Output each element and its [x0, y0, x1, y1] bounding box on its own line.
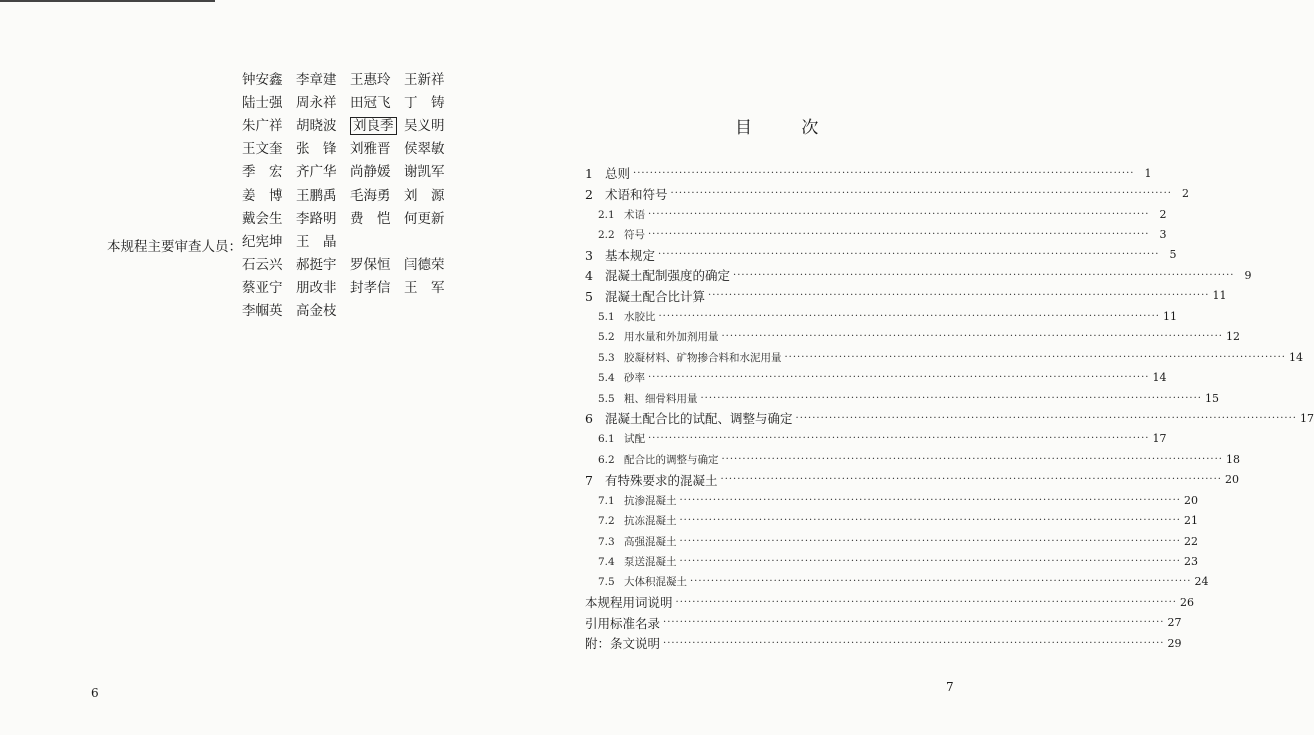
table-of-contents — [585, 163, 1314, 654]
person-name-text: 戴会生 — [242, 210, 283, 227]
toc-entry[interactable] — [585, 204, 1167, 224]
person-name-text: 陆士强 — [242, 94, 283, 111]
toc-entry-text: 基本规定 — [605, 247, 656, 263]
toc-entry[interactable] — [585, 265, 1252, 285]
toc-leader-dots: ························································································································ — [721, 331, 1223, 343]
person-name — [404, 137, 458, 157]
person-name — [350, 184, 404, 204]
person-name-text: 季 宏 — [242, 164, 283, 181]
toc-leader-dots: ························································································································ — [795, 412, 1297, 424]
toc-entry-number: 7.1 — [598, 494, 615, 507]
toc-entry-page: 11 — [1162, 309, 1177, 323]
toc-entry-title — [585, 593, 673, 611]
person-name — [404, 91, 458, 111]
toc-entry-number: 7.3 — [598, 535, 615, 548]
toc-entry-text: 用水量和外加剂用量 — [624, 331, 719, 344]
right-page-number: 7 — [946, 680, 954, 694]
person-name — [404, 207, 458, 227]
person-name — [404, 184, 458, 204]
toc-title-char: 次 — [801, 118, 819, 138]
toc-entry-title — [585, 614, 660, 632]
toc-entry-title — [585, 409, 793, 427]
person-name — [404, 114, 458, 134]
person-name-text: 李章建 — [296, 71, 337, 88]
person-name — [404, 160, 458, 180]
toc-entry-page: 11 — [1212, 289, 1227, 303]
toc-entry-text: 大体积混凝土 — [624, 576, 687, 589]
toc-entry-page: 12 — [1225, 330, 1240, 344]
left-page-number: 6 — [91, 686, 99, 700]
toc-entry-text: 水胶比 — [624, 310, 656, 323]
toc-leader-dots: ························································································································ — [633, 167, 1135, 179]
person-name — [404, 253, 458, 273]
name-row — [242, 112, 458, 135]
toc-entry[interactable] — [585, 306, 1177, 326]
person-name — [350, 114, 404, 134]
person-name-text: 刘 源 — [404, 187, 445, 204]
toc-entry-page: 23 — [1183, 555, 1198, 569]
toc-leader-dots: ························································································································ — [648, 208, 1150, 220]
toc-entry-number: 6.2 — [598, 453, 615, 466]
toc-leader-dots: ························································································································ — [675, 596, 1177, 608]
toc-entry-page: 14 — [1288, 350, 1303, 364]
toc-entry-text: 胶凝材料、矿物掺合料和水泥用量 — [624, 351, 782, 364]
person-name — [350, 68, 404, 88]
person-name-text: 李帼英 — [242, 303, 283, 320]
toc-entry-number: 6 — [585, 411, 593, 427]
person-name — [242, 253, 296, 273]
name-row — [242, 182, 458, 205]
toc-leader-dots: ························································································································ — [733, 269, 1235, 281]
toc-entry-text: 本规程用词说明 — [585, 595, 673, 611]
name-row — [242, 275, 458, 298]
person-name-text: 王鹏禹 — [296, 187, 337, 204]
person-name-text: 蔡亚宁 — [242, 280, 283, 297]
name-row — [242, 252, 458, 275]
person-name-text: 郝挺宇 — [296, 257, 337, 274]
toc-entry[interactable] — [585, 531, 1198, 551]
toc-entry-title — [585, 329, 719, 344]
toc-entry-page: 17 — [1152, 432, 1167, 446]
scan-edge-line — [0, 0, 215, 2]
toc-entry-title — [585, 471, 718, 489]
toc-leader-dots: ························································································································ — [648, 372, 1150, 384]
person-name-text: 张 锋 — [296, 141, 337, 158]
toc-leader-dots: ························································································································ — [663, 637, 1165, 649]
toc-entry-title — [585, 227, 645, 242]
toc-entry-number: 5.4 — [598, 372, 615, 385]
name-row — [242, 205, 458, 228]
toc-entry-title — [585, 554, 677, 569]
toc-entry-number: 5.2 — [598, 331, 615, 344]
person-name — [242, 207, 296, 227]
toc-entry[interactable] — [585, 245, 1177, 265]
toc-entry-title — [585, 350, 782, 365]
name-row — [242, 89, 458, 112]
toc-leader-dots: ························································································································ — [679, 494, 1181, 506]
toc-entry[interactable] — [585, 286, 1227, 306]
person-name-text: 罗保恒 — [350, 257, 391, 274]
toc-leader-dots: ························································································································ — [700, 392, 1202, 404]
toc-entry[interactable] — [585, 572, 1209, 592]
toc-leader-dots: ························································································································ — [721, 453, 1223, 465]
person-name — [242, 114, 296, 134]
toc-entry-number: 6.1 — [598, 433, 615, 446]
toc-entry-page: 22 — [1183, 534, 1198, 548]
toc-entry[interactable] — [585, 490, 1198, 510]
toc-entry-text: 总则 — [605, 166, 631, 182]
toc-entry-text: 粗、细骨料用量 — [624, 392, 698, 405]
toc-entry-title — [585, 164, 630, 182]
person-name — [296, 91, 350, 111]
person-name-text: 李路明 — [296, 210, 337, 227]
person-name — [296, 184, 350, 204]
toc-entry-title — [585, 246, 655, 264]
toc-entry[interactable] — [585, 510, 1198, 530]
toc-entry[interactable] — [585, 224, 1167, 244]
person-name — [350, 91, 404, 111]
name-row — [242, 298, 458, 321]
person-name-text: 何更新 — [404, 210, 445, 227]
toc-entry[interactable] — [585, 367, 1167, 387]
toc-entry-page: 2 — [1159, 207, 1167, 221]
person-name-text: 王新祥 — [404, 71, 445, 88]
person-name-text: 吴义明 — [404, 117, 445, 134]
person-name — [350, 253, 404, 273]
person-name-text: 毛海勇 — [350, 187, 391, 204]
person-name — [296, 207, 350, 227]
person-name — [242, 184, 296, 204]
toc-entry-text: 符号 — [624, 229, 645, 242]
toc-leader-dots: ························································································································ — [670, 188, 1172, 200]
toc-entry-number: 2.1 — [598, 208, 615, 221]
person-name-text: 钟安鑫 — [242, 71, 283, 88]
toc-entry-text: 试配 — [624, 433, 645, 446]
toc-entry-page: 27 — [1167, 616, 1182, 630]
person-name — [296, 230, 350, 250]
toc-entry[interactable] — [585, 613, 1182, 633]
person-name-text: 闫德荣 — [404, 257, 445, 274]
toc-entry-title — [585, 309, 656, 324]
toc-entry-title — [585, 534, 677, 549]
toc-entry-text: 配合比的调整与确定 — [624, 453, 719, 466]
toc-entry[interactable] — [585, 347, 1303, 367]
toc-entry[interactable] — [585, 429, 1167, 449]
name-row — [242, 159, 458, 182]
person-name-text: 封孝信 — [350, 280, 391, 297]
toc-title-char: 目 — [735, 118, 752, 138]
toc-entry-number: 7 — [585, 472, 593, 488]
toc-entry-page: 26 — [1179, 595, 1194, 609]
toc-entry-text: 附：条文说明 — [585, 636, 661, 652]
toc-entry-title — [585, 574, 687, 589]
toc-entry-text: 泵送混凝土 — [624, 556, 677, 569]
toc-title — [735, 113, 818, 138]
toc-entry[interactable] — [585, 183, 1189, 203]
toc-entry-page: 18 — [1225, 452, 1240, 466]
toc-entry[interactable] — [585, 388, 1219, 408]
person-name-text: 高金枝 — [296, 303, 337, 320]
person-name-text: 王 军 — [404, 280, 445, 297]
person-name — [350, 207, 404, 227]
toc-entry[interactable] — [585, 408, 1314, 428]
toc-entry[interactable] — [585, 551, 1198, 571]
toc-leader-dots: ························································································································ — [648, 229, 1150, 241]
toc-entry[interactable] — [585, 327, 1240, 347]
toc-entry-page: 3 — [1159, 228, 1167, 242]
person-name — [350, 276, 404, 296]
person-name-text: 纪宪坤 — [242, 233, 283, 250]
toc-entry-text: 混凝土配合比计算 — [605, 288, 706, 304]
toc-leader-dots: ························································································································ — [720, 474, 1222, 486]
name-row — [242, 66, 458, 89]
person-name-text: 侯翠敏 — [404, 141, 445, 158]
person-name-text: 丁 铸 — [404, 94, 445, 111]
toc-entry-text: 高强混凝土 — [624, 535, 677, 548]
toc-entry-number: 3 — [585, 247, 593, 263]
toc-entry-number: 5.5 — [598, 392, 615, 405]
toc-entry-number: 7.5 — [598, 576, 615, 589]
toc-leader-dots: ························································································································ — [658, 310, 1160, 322]
person-name-text: 姜 博 — [242, 187, 283, 204]
person-name — [296, 137, 350, 157]
toc-entry-title — [585, 493, 677, 508]
toc-leader-dots: ························································································································ — [679, 556, 1181, 568]
person-name-text: 王文奎 — [242, 141, 283, 158]
person-name — [296, 114, 350, 134]
toc-entry-title — [585, 287, 705, 305]
person-name — [242, 230, 296, 250]
toc-entry-title — [585, 452, 719, 467]
person-name-text: 尚静媛 — [350, 164, 391, 181]
toc-entry-text: 抗冻混凝土 — [624, 515, 677, 528]
toc-entry-text: 引用标准名录 — [585, 615, 661, 631]
toc-entry-page: 20 — [1224, 473, 1239, 487]
toc-entry-text: 混凝土配制强度的确定 — [605, 268, 731, 284]
name-row — [242, 136, 458, 159]
person-name — [296, 253, 350, 273]
toc-entry-text: 术语 — [624, 208, 645, 221]
person-name-text: 王 晶 — [296, 233, 337, 250]
person-name-text: 刘雅晋 — [350, 141, 391, 158]
toc-entry-title — [585, 207, 645, 222]
toc-entry-page: 17 — [1299, 411, 1314, 425]
person-name — [296, 276, 350, 296]
toc-entry-number: 5.3 — [598, 351, 615, 364]
toc-entry-number: 1 — [585, 166, 593, 182]
person-name-text: 周永祥 — [296, 94, 337, 111]
toc-entry-page: 5 — [1169, 248, 1177, 262]
toc-entry[interactable] — [585, 449, 1240, 469]
toc-entry-title — [585, 391, 698, 406]
toc-leader-dots: ························································································································ — [784, 351, 1286, 363]
toc-entry-page: 1 — [1144, 166, 1152, 180]
person-name-text: 谢凯军 — [404, 164, 445, 181]
toc-entry-title — [585, 266, 730, 284]
person-name — [350, 137, 404, 157]
toc-entry[interactable] — [585, 470, 1239, 490]
toc-entry-page: 20 — [1183, 493, 1198, 507]
toc-entry[interactable] — [585, 592, 1194, 612]
toc-entry-title — [585, 634, 660, 652]
person-name-text: 王惠玲 — [350, 71, 391, 88]
toc-leader-dots: ························································································································ — [679, 515, 1181, 527]
person-name — [404, 276, 458, 296]
person-name — [296, 68, 350, 88]
toc-leader-dots: ························································································································ — [658, 249, 1160, 261]
toc-entry-text: 砂率 — [624, 372, 645, 385]
person-name — [242, 160, 296, 180]
toc-entry-text: 抗渗混凝土 — [624, 494, 677, 507]
toc-entry-page: 14 — [1152, 371, 1167, 385]
person-name-text: 齐广华 — [296, 164, 337, 181]
toc-entry[interactable] — [585, 163, 1152, 183]
toc-entry-page: 15 — [1204, 391, 1219, 405]
toc-entry-number: 4 — [585, 268, 593, 284]
toc-entry-text: 有特殊要求的混凝土 — [605, 472, 718, 488]
toc-entry-page: 29 — [1167, 636, 1182, 650]
reviewers-label: 本规程主要审查人员： — [107, 239, 242, 255]
toc-entry-page: 21 — [1183, 514, 1198, 528]
name-row — [242, 228, 458, 251]
toc-entry-text: 混凝土配合比的试配、调整与确定 — [605, 411, 793, 427]
person-name — [350, 160, 404, 180]
toc-entry-title — [585, 185, 668, 203]
person-name-text: 刘良季 — [350, 117, 397, 135]
toc-leader-dots: ························································································································ — [690, 576, 1192, 588]
toc-leader-dots: ························································································································ — [708, 290, 1210, 302]
person-name — [242, 137, 296, 157]
person-name-text: 费 恺 — [350, 210, 391, 227]
toc-entry-text: 术语和符号 — [605, 186, 668, 202]
toc-entry-number: 5 — [585, 288, 593, 304]
toc-entry[interactable] — [585, 633, 1182, 653]
person-name-text: 朱广祥 — [242, 117, 283, 134]
toc-leader-dots: ························································································································ — [663, 617, 1165, 629]
toc-entry-title — [585, 513, 677, 528]
person-name-text: 田冠飞 — [350, 94, 391, 111]
toc-entry-number: 5.1 — [598, 310, 615, 323]
toc-leader-dots: ························································································································ — [679, 535, 1181, 547]
toc-entry-page: 24 — [1194, 575, 1209, 589]
toc-entry-title — [585, 370, 645, 385]
person-name — [242, 276, 296, 296]
person-name — [242, 299, 296, 319]
toc-leader-dots: ························································································································ — [648, 433, 1150, 445]
person-name-text: 胡晓波 — [296, 117, 337, 134]
toc-entry-number: 7.2 — [598, 515, 615, 528]
person-name — [296, 160, 350, 180]
toc-entry-number: 7.4 — [598, 556, 615, 569]
toc-entry-number: 2 — [585, 186, 593, 202]
toc-entry-page: 2 — [1181, 187, 1189, 201]
person-name — [242, 68, 296, 88]
person-name-text: 朋改非 — [296, 280, 337, 297]
person-name — [242, 91, 296, 111]
toc-entry-title — [585, 431, 645, 446]
person-name — [404, 68, 458, 88]
person-name — [296, 299, 350, 319]
toc-entry-number: 2.2 — [598, 229, 615, 242]
toc-entry-page: 9 — [1244, 268, 1252, 282]
person-name-text: 石云兴 — [242, 257, 283, 274]
drafters-name-list — [242, 66, 458, 321]
